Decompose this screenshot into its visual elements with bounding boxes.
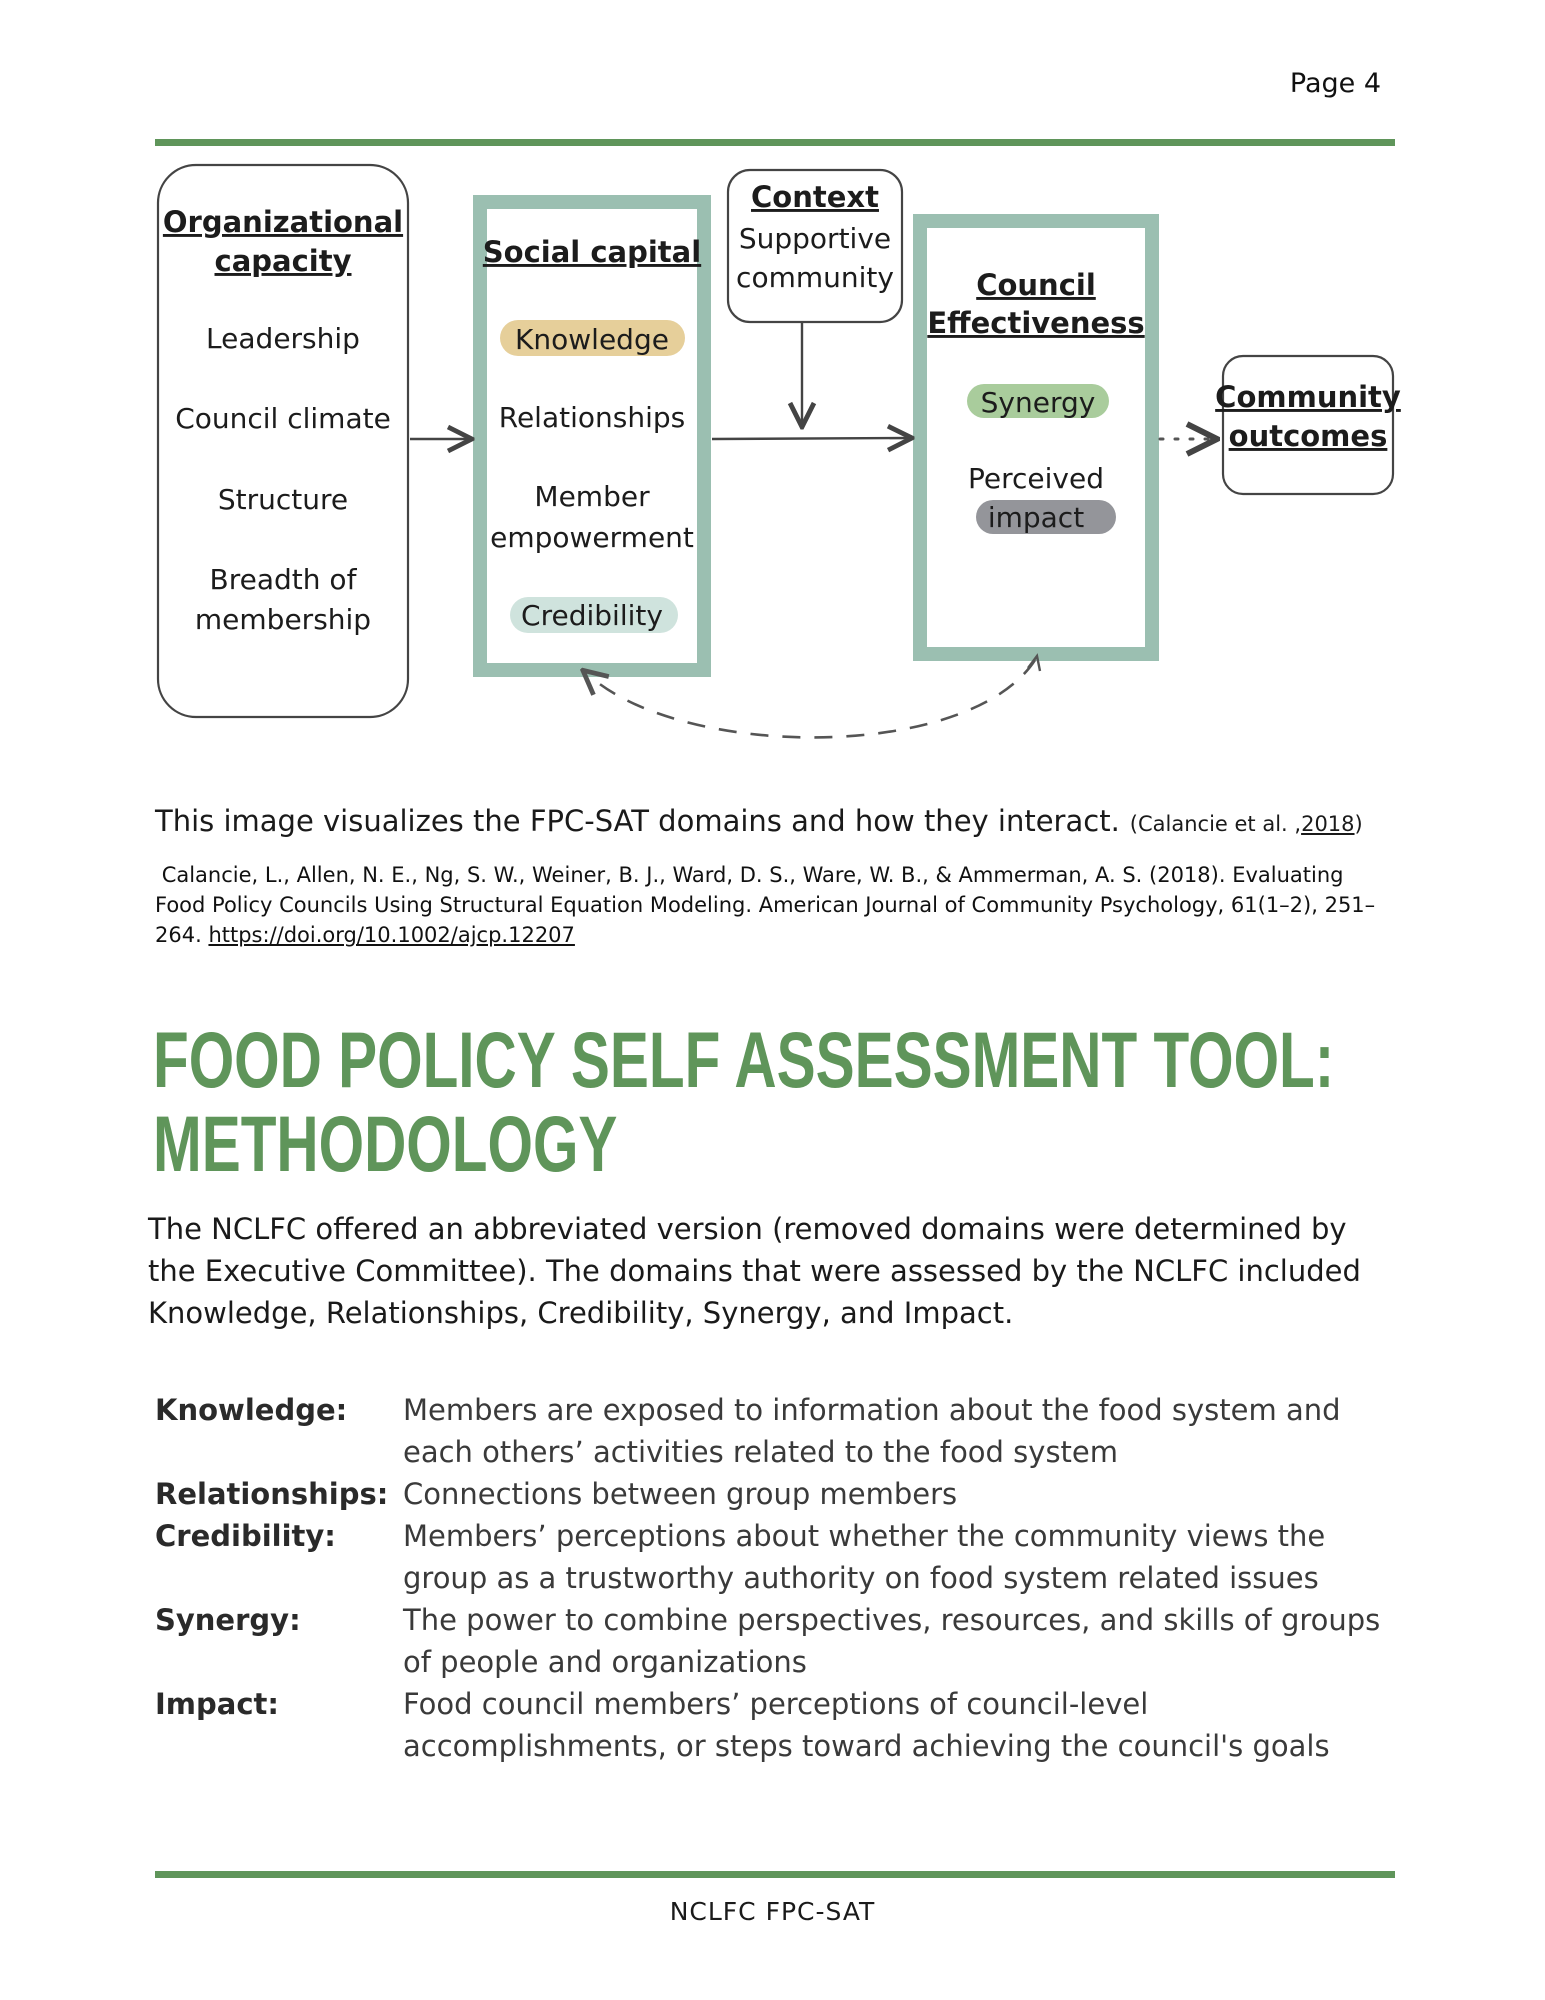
definition-term: Credibility: bbox=[155, 1519, 336, 1553]
council-title-2: Effectiveness bbox=[927, 306, 1145, 340]
org-capacity-title-1: Organizational bbox=[162, 205, 404, 239]
reference-entry bbox=[155, 860, 1395, 950]
perceived-label: Perceived bbox=[968, 462, 1104, 495]
section-title bbox=[153, 1015, 1335, 1188]
reference-text: Calancie, L., Allen, N. E., Ng, S. W., Weiner, B. J., Ward, D. S., Ware, W. B., & Ammerman, A. S. (2018). Evaluating Food Policy Councils Using Structural Equation Modeling. American Journal of Community Psychology, 61(1–2), 251–264. bbox=[155, 863, 1376, 947]
page-number: Page 4 bbox=[1289, 68, 1381, 99]
top-divider bbox=[155, 139, 1395, 146]
relationships-label: Relationships bbox=[498, 401, 686, 434]
context-box bbox=[728, 170, 902, 322]
org-item-breadth-2: membership bbox=[194, 603, 372, 636]
caption-citation: (Calancie et al. ,2018) bbox=[1129, 812, 1363, 836]
community-line-2: outcomes bbox=[1228, 419, 1388, 453]
social-capital-box bbox=[480, 202, 704, 670]
synergy-label: Synergy bbox=[980, 386, 1096, 419]
definition-desc: Connections between group members bbox=[403, 1477, 958, 1511]
definition-impact bbox=[155, 1683, 1415, 1767]
definition-credibility bbox=[155, 1515, 1415, 1599]
credibility-label: Credibility bbox=[521, 599, 663, 632]
definition-synergy bbox=[155, 1599, 1415, 1683]
impact-label: impact bbox=[987, 501, 1085, 534]
org-capacity-title-2: capacity bbox=[214, 244, 352, 278]
org-item-breadth-1: Breadth of bbox=[209, 563, 357, 596]
bottom-divider bbox=[155, 1871, 1395, 1878]
definitions-list bbox=[155, 1389, 1415, 1767]
knowledge-label: Knowledge bbox=[515, 323, 669, 356]
definition-knowledge bbox=[155, 1389, 1415, 1473]
definition-desc: Members are exposed to information about the food system and each others’ activities related to the food system bbox=[403, 1393, 1341, 1469]
definition-desc: The power to combine perspectives, resources, and skills of groups of people and organizations bbox=[403, 1603, 1381, 1679]
caption-text: This image visualizes the FPC-SAT domains and how they interact. bbox=[155, 804, 1120, 838]
doi-link[interactable]: https://doi.org/10.1002/ajcp.12207 bbox=[208, 923, 575, 947]
community-line-1: Community bbox=[1215, 380, 1401, 414]
figure-caption bbox=[155, 804, 1363, 838]
definition-term: Impact: bbox=[155, 1687, 279, 1721]
citation-year-link[interactable]: 2018 bbox=[1301, 812, 1355, 836]
community-outcomes-box bbox=[1215, 356, 1401, 494]
context-line-1: Supportive bbox=[738, 222, 892, 255]
social-capital-title: Social capital bbox=[482, 235, 702, 269]
definition-term: Relationships: bbox=[155, 1477, 389, 1511]
definition-desc: Members’ perceptions about whether the community views the group as a trustworthy authority on food system related issues bbox=[403, 1519, 1326, 1595]
footer-text: NCLFC FPC-SAT bbox=[669, 1897, 876, 1926]
section-title-line-2: METHODOLOGY bbox=[153, 1099, 618, 1188]
fpc-sat-diagram bbox=[150, 160, 1420, 775]
org-item-council-climate: Council climate bbox=[175, 402, 391, 435]
arrow-social-to-council bbox=[712, 438, 912, 439]
member-label-1: Member bbox=[534, 480, 650, 513]
org-item-leadership: Leadership bbox=[206, 322, 360, 355]
definition-term: Knowledge: bbox=[155, 1393, 348, 1427]
definition-term: Synergy: bbox=[155, 1603, 301, 1637]
intro-paragraph: The NCLFC offered an abbreviated version (removed domains were determined by the Executive Committee). The domains that were assessed by the NCLFC included Knowledge, Relationships, Credibility, Synergy, and Impact. bbox=[148, 1212, 1361, 1330]
definition-relationships bbox=[155, 1473, 1415, 1515]
section-title-line-1: FOOD POLICY SELF ASSESSMENT TOOL: bbox=[153, 1015, 1335, 1104]
council-title-1: Council bbox=[976, 268, 1096, 302]
context-title: Context bbox=[751, 180, 879, 214]
definition-desc: Food council members’ perceptions of council-level accomplishments, or steps toward achieving the council's goals bbox=[403, 1687, 1330, 1763]
member-label-2: empowerment bbox=[490, 521, 694, 554]
context-line-2: community bbox=[736, 261, 894, 294]
org-capacity-box bbox=[158, 165, 408, 717]
council-effectiveness-box bbox=[920, 221, 1152, 654]
org-item-structure: Structure bbox=[217, 483, 349, 516]
